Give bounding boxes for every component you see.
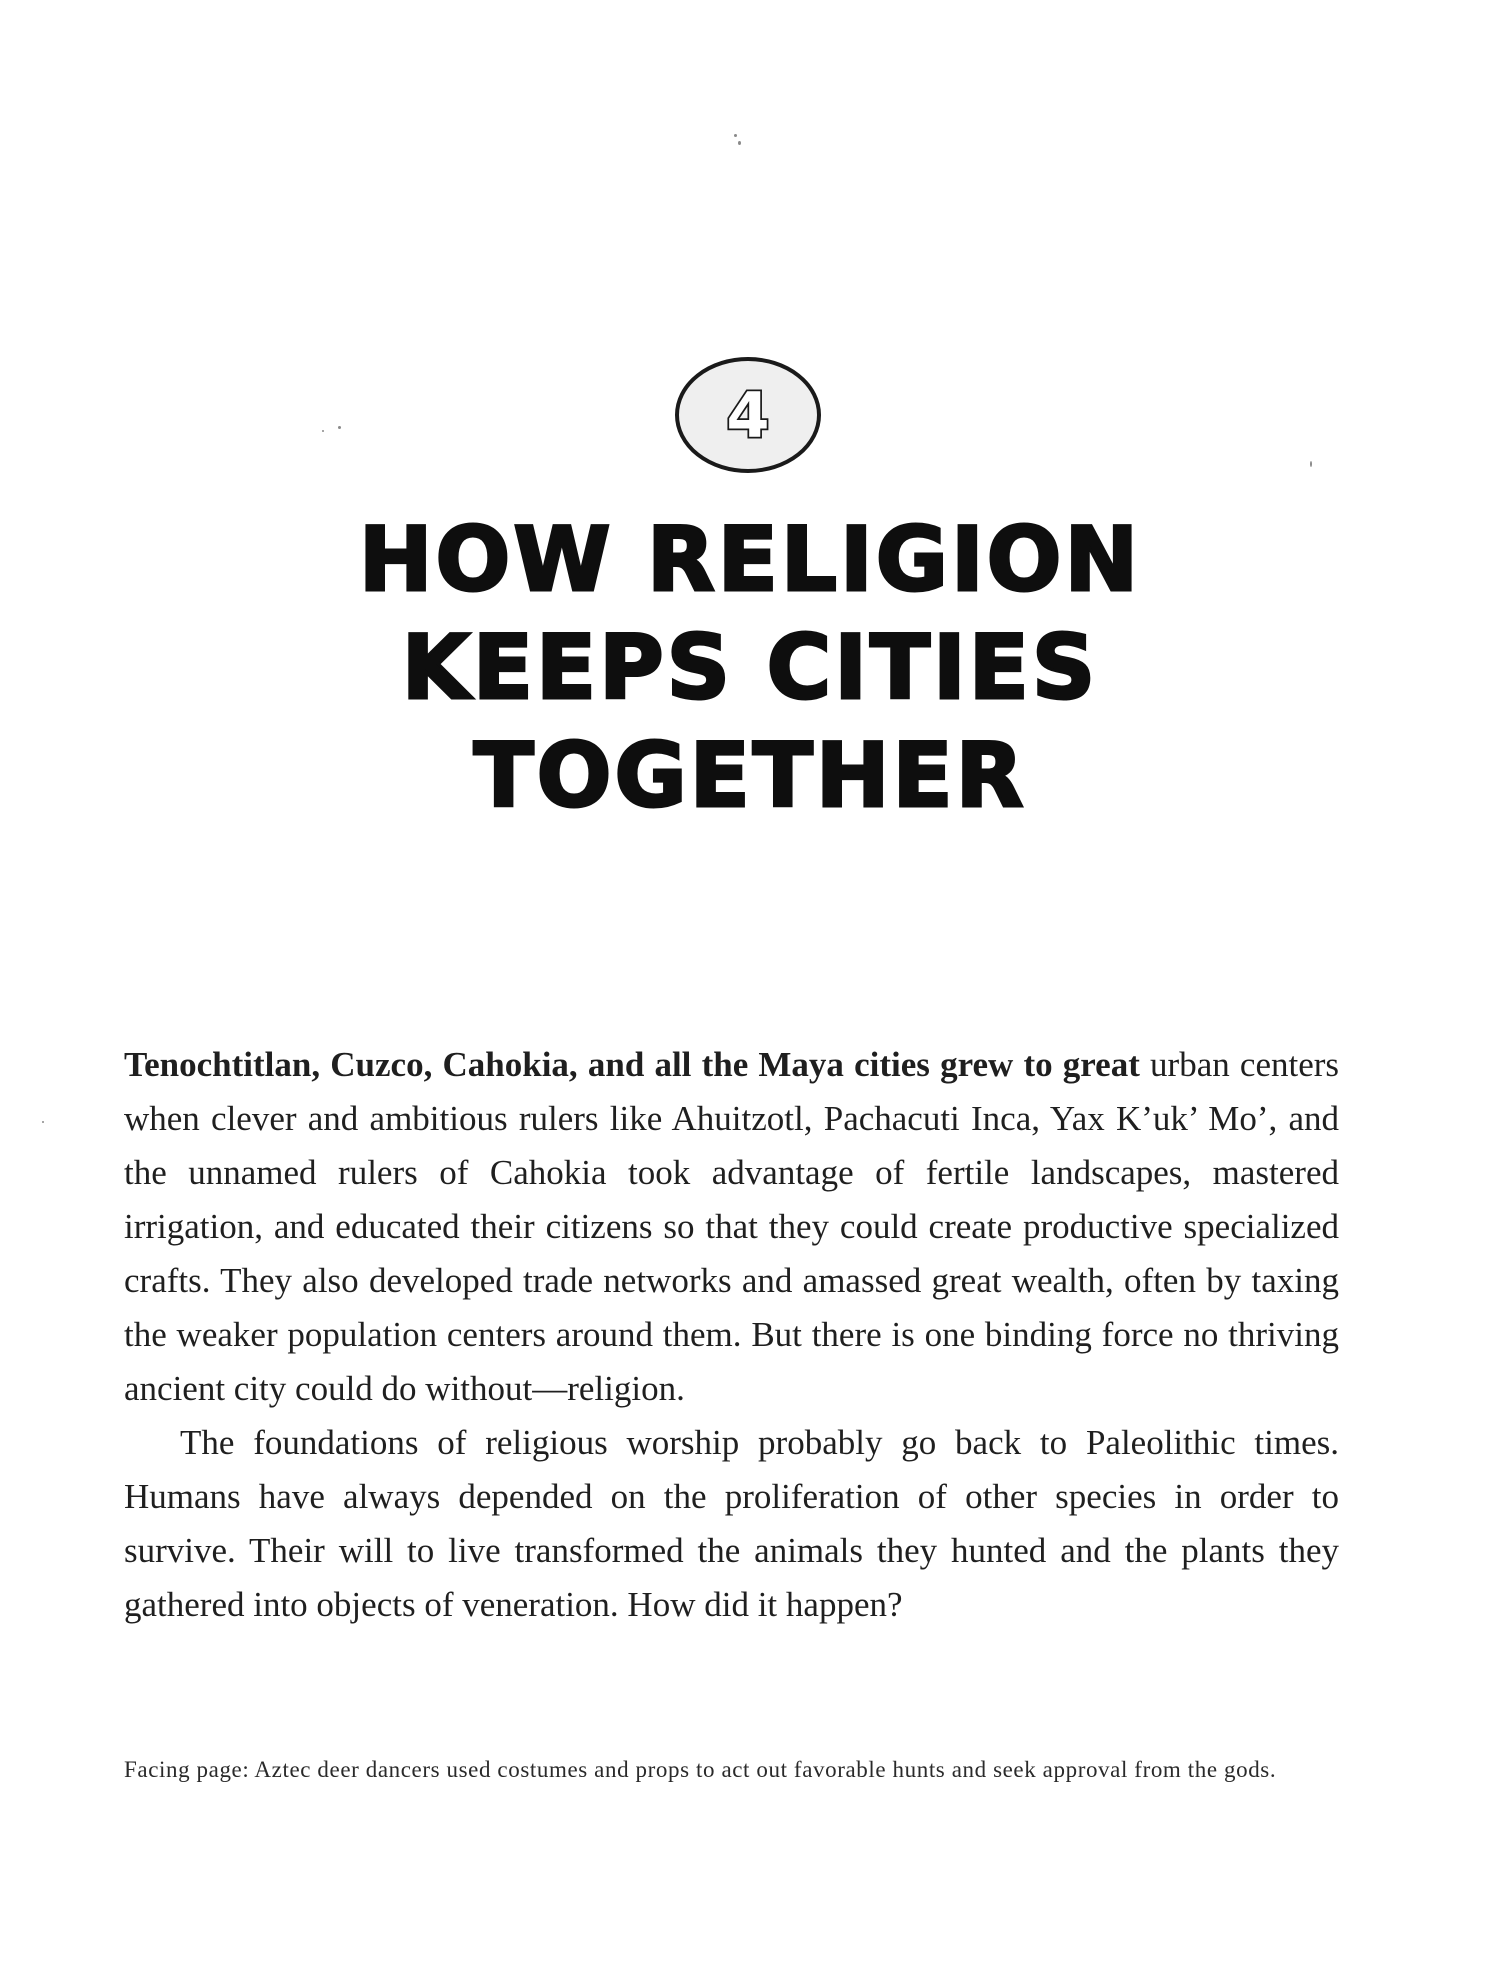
paragraph-text: The foundations of religious worship probably go back to Paleolithic times. Humans have always depended on the proliferation of other species in order to survive. Their will to live transformed the animals they hunted and the plants they gathered into objects of veneration. How did it happen? [124, 1423, 1339, 1624]
scan-speck [1310, 461, 1312, 467]
scan-speck [42, 1121, 44, 1123]
figure-caption: Facing page: Aztec deer dancers used costumes and props to act out favorable hunts and seek approval from the gods. [124, 1757, 1277, 1782]
scan-speck [734, 134, 737, 137]
lead-in-text: Tenochtitlan, Cuzco, Cahokia, and all the Maya cities grew to great [124, 1045, 1140, 1084]
body-paragraph [124, 1038, 1339, 1416]
chapter-title-line: KEEPS CITIES [401, 616, 1099, 719]
scan-speck [738, 141, 741, 145]
chapter-title-line: HOW RELIGION [358, 508, 1142, 611]
body-paragraph [124, 1416, 1339, 1632]
chapter-title [150, 506, 1350, 830]
body-text [124, 1038, 1339, 1632]
chapter-number: 4 [726, 379, 770, 452]
chapter-title-line: TOGETHER [473, 724, 1027, 827]
scan-speck [322, 430, 324, 432]
paragraph-text: urban centers when clever and ambitious rulers like Ahuitzotl, Pachacuti Inca, Yax K’uk’ Mo’, and the unnamed rulers of Cahokia took advantage of fertile landscapes, mastered irrigation, and educated their citizens so that they could create productive specialized crafts. They also developed trade networks and amassed great wealth, often by taxing the weaker population centers around them. But there is one binding force no thriving ancient city could do without—religion. [124, 1045, 1340, 1408]
scan-speck [338, 426, 341, 429]
chapter-number-badge [673, 355, 823, 475]
